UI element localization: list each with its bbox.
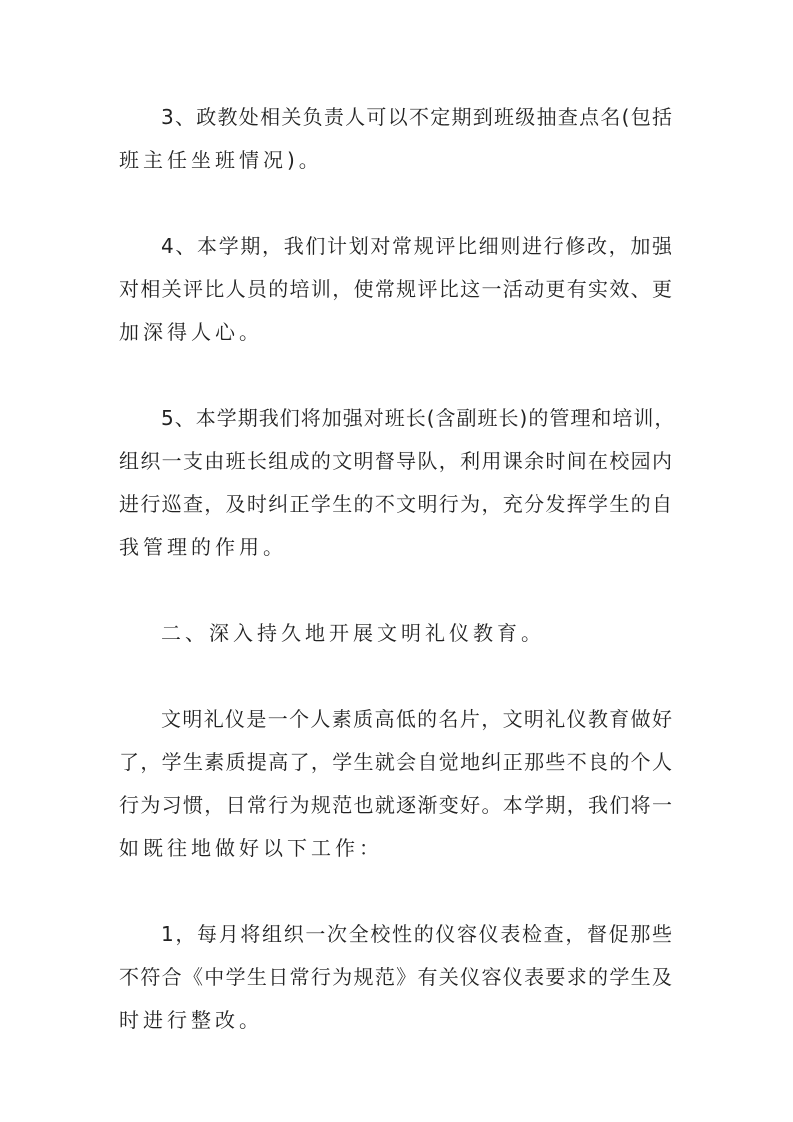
text-line: 了，学生素质提高了，学生就会自觉地纠正那些不良的个人: [119, 750, 673, 774]
text-line: 班主任坐班情况)。: [119, 148, 323, 172]
document-page: [119, 96, 676, 1085]
text-line: 二、深入持久地开展文明礼仪教育。: [161, 621, 545, 645]
paragraph: [119, 612, 673, 655]
paragraph: [119, 96, 673, 182]
paragraph: [119, 698, 673, 870]
text-line: 时进行整改。: [119, 1008, 263, 1032]
paragraph: [119, 225, 673, 354]
text-line: 加深得人心。: [119, 320, 263, 344]
text-line: 我管理的作用。: [119, 535, 287, 559]
text-line: 不符合《中学生日常行为规范》有关仪容仪表要求的学生及: [119, 965, 673, 989]
text-line: 4、本学期，我们计划对常规评比细则进行修改，加强: [161, 234, 673, 258]
text-line: 组织一支由班长组成的文明督导队，利用课余时间在校园内: [119, 449, 673, 473]
text-line: 1，每月将组织一次全校性的仪容仪表检查，督促那些: [161, 922, 673, 946]
text-line: 行为习惯，日常行为规范也就逐渐变好。本学期，我们将一: [119, 793, 673, 817]
text-line: 5、本学期我们将加强对班长(含副班长)的管理和培训，: [161, 406, 676, 430]
text-line: 3、政教处相关负责人可以不定期到班级抽查点名(包括: [161, 105, 673, 129]
text-line: 如既往地做好以下工作：: [119, 836, 383, 860]
text-line: 对相关评比人员的培训，使常规评比这一活动更有实效、更: [119, 277, 673, 301]
text-line: 进行巡查，及时纠正学生的不文明行为，充分发挥学生的自: [119, 492, 673, 516]
paragraph: [119, 913, 673, 1042]
text-line: 文明礼仪是一个人素质高低的名片，文明礼仪教育做好: [161, 707, 673, 731]
paragraph: [119, 397, 676, 569]
